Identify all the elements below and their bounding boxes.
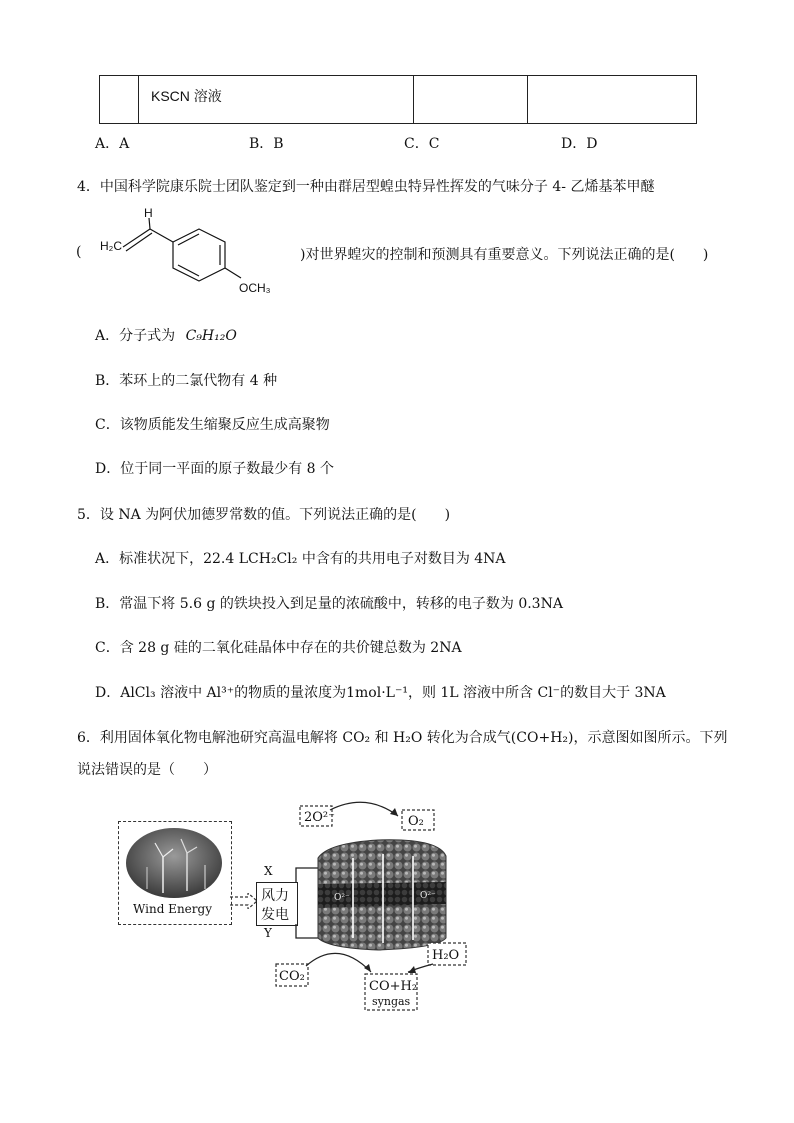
oxygen-label: O₂ — [408, 814, 424, 829]
q4-option-d: D．位于同一平面的原子数最少有 8 个 — [95, 461, 335, 477]
wind-to-generator-arrow — [230, 893, 258, 909]
terminal-y-label: Y — [264, 926, 272, 940]
generator-label-line2: 发电 — [261, 907, 289, 923]
q5-option-c: C．含 28 g 硅的二氧化硅晶体中存在的共价键总数为 2NA — [95, 640, 462, 656]
q3-option-c: C．C — [404, 136, 440, 152]
q5-option-a: A．标准状况下，22.4 LCH₂Cl₂ 中含有的共用电子对数目为 4NA — [95, 551, 506, 567]
syngas-formula: CO+H₂ — [369, 979, 418, 994]
q4-option-b: B．苯环上的二氯代物有 4 种 — [95, 373, 278, 389]
terminal-x-label: X — [264, 864, 273, 878]
table-cell — [139, 76, 414, 124]
structure-label-h2c: H₂C — [100, 239, 122, 253]
table-row — [100, 76, 697, 124]
q3-option-b: B．B — [249, 136, 284, 152]
q6-stem-line2: 说法错误的是（ ） — [77, 762, 217, 778]
structure-label-och3: OCH₃ — [239, 281, 271, 295]
electrolysis-cell — [268, 798, 488, 1013]
membrane-ion-left: O²⁻ — [334, 893, 350, 903]
table-cell — [100, 76, 139, 124]
q6-stem-line1: 6．利用固体氧化物电解池研究高温电解将 CO₂ 和 H₂O 转化为合成气(CO+H₂)，示意图如图所示。下列 — [77, 730, 728, 746]
q4-option-c: C．该物质能发生缩聚反应生成高聚物 — [95, 417, 330, 433]
reagent-label: KSCN 溶液 — [151, 88, 222, 104]
vinylanisole-structure — [95, 205, 290, 300]
syngas-label: syngas — [372, 995, 411, 1008]
q5-option-d: D．AlCl₃ 溶液中 Al³⁺的物质的量浓度为1mol·L⁻¹，则 1L 溶液中所含 Cl⁻的数目大于 3NA — [95, 685, 666, 701]
wind-turbine-photo — [125, 827, 223, 899]
q4-stem-line1: 4．中国科学院康乐院士团队鉴定到一种由群居型蝗虫特异性挥发的气味分子 4- 乙烯基苯甲醚 — [77, 179, 655, 195]
h2o-label: H₂O — [432, 948, 460, 963]
q4-open-paren: ( — [76, 244, 82, 260]
oxide-ion-label: 2O²⁻ — [304, 810, 336, 825]
structure-label-h: H — [144, 206, 153, 220]
wind-energy-box — [118, 821, 232, 925]
membrane-ion-right: O²⁻ — [420, 891, 436, 901]
co2-label: CO₂ — [279, 969, 305, 984]
q5-option-b: B．常温下将 5.6 g 的铁块投入到足量的浓硫酸中，转移的电子数为 0.3NA — [95, 596, 563, 612]
q3-option-a: A．A — [95, 136, 130, 152]
q4-option-a-prefix: A．分子式为 — [95, 328, 176, 344]
q4-option-a-formula: C₉H₁₂O — [185, 328, 237, 344]
reagent-table — [99, 75, 697, 124]
table-cell — [528, 76, 697, 124]
generator-label-line1: 风力 — [261, 888, 289, 904]
wind-energy-label: Wind Energy — [133, 902, 212, 916]
q5-stem: 5．设 NA 为阿伏加德罗常数的值。下列说法正确的是( ) — [77, 507, 451, 523]
q4-stem-line2: )对世界蝗灾的控制和预测具有重要意义。下列说法正确的是( ) — [300, 247, 709, 263]
table-cell — [414, 76, 528, 124]
q4-option-a — [95, 325, 237, 345]
electrolysis-diagram — [118, 798, 488, 1013]
q3-option-d: D．D — [561, 136, 598, 152]
